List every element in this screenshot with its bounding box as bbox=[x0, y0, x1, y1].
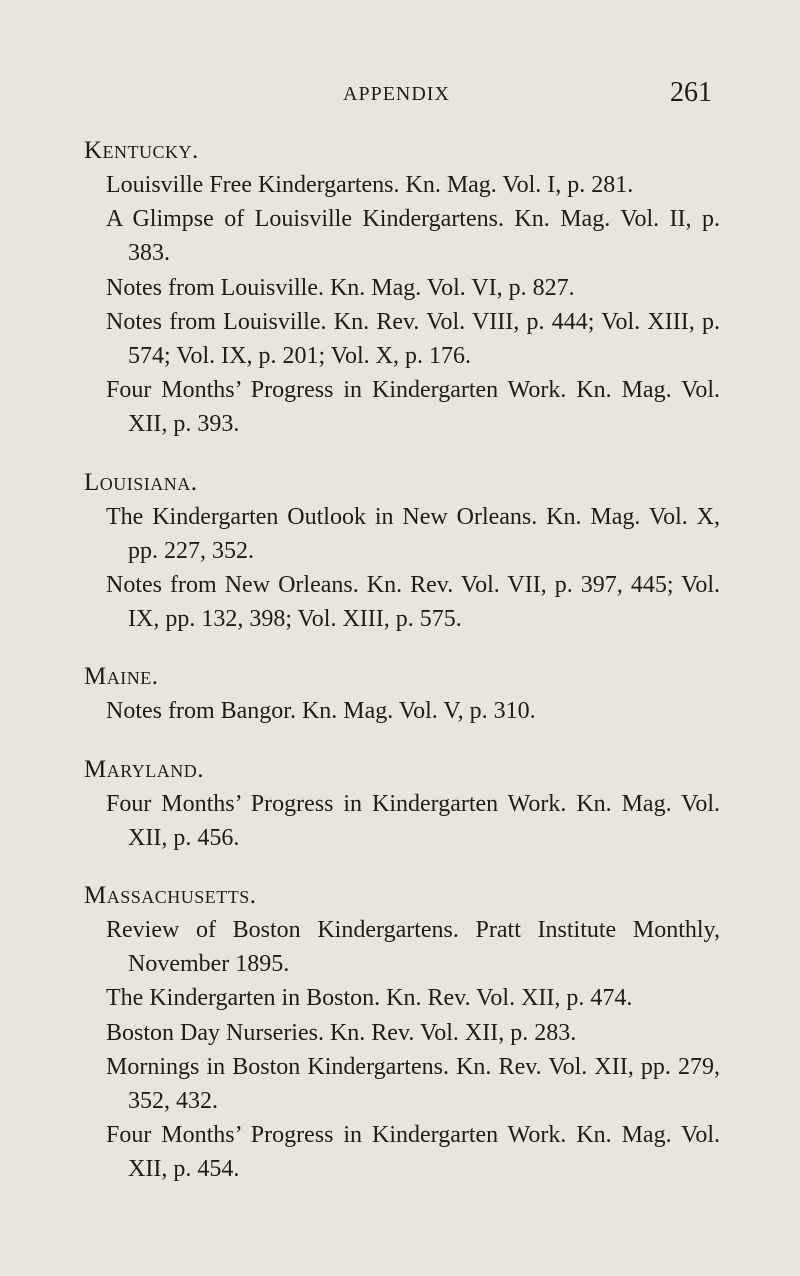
section-heading: Kentucky. bbox=[84, 137, 199, 164]
bibliography-entry: Louisville Free Kindergartens. Kn. Mag. Vol. I, p. 281. bbox=[106, 172, 634, 198]
bibliography-entry: Notes from Louisville. Kn. Rev. Vol. VIII, p. 444; Vol. XIII, p. 574; Vol. IX, p. 201; Vol. X, p. 176. bbox=[106, 308, 720, 370]
section-heading: Massachusetts. bbox=[84, 882, 257, 910]
bibliography-entry: Notes from New Orleans. Kn. Rev. Vol. VII, p. 397, 445; Vol. IX, pp. 132, 398; Vol. XIII, p. 575. bbox=[106, 572, 720, 633]
page-number: 261 bbox=[670, 77, 712, 108]
section-maryland bbox=[84, 753, 720, 855]
running-head bbox=[0, 77, 800, 113]
bibliography-entry: Mornings in Boston Kindergartens. Kn. Rev. Vol. XII, pp. 279, 352, 432. bbox=[106, 1053, 720, 1115]
section-massachusetts bbox=[84, 879, 720, 1187]
bibliography-entry: The Kindergarten in Boston. Kn. Rev. Vol. XII, p. 474. bbox=[106, 985, 633, 1012]
running-title: APPENDIX bbox=[343, 83, 450, 105]
bibliography-entry: Notes from Louisville. Kn. Mag. Vol. VI, p. 827. bbox=[106, 274, 575, 301]
section-heading: Louisiana. bbox=[84, 468, 198, 496]
bibliography-entry: Four Months’ Progress in Kindergarten Work. Kn. Mag. Vol. XII, p. 393. bbox=[106, 377, 720, 438]
bibliography-entry: Notes from Bangor. Kn. Mag. Vol. V, p. 310. bbox=[106, 698, 536, 725]
section-maine bbox=[84, 660, 720, 728]
section-kentucky bbox=[84, 134, 720, 442]
section-heading: Maryland. bbox=[84, 755, 204, 783]
bibliography-content bbox=[84, 134, 720, 1211]
bibliography-entry: Four Months’ Progress in Kindergarten Work. Kn. Mag. Vol. XII, p. 456. bbox=[106, 790, 720, 851]
bibliography-entry: Boston Day Nurseries. Kn. Rev. Vol. XII, p. 283. bbox=[106, 1019, 577, 1046]
section-heading: Maine. bbox=[84, 663, 159, 691]
section-louisiana bbox=[84, 466, 720, 637]
bibliography-entry: A Glimpse of Louisville Kindergartens. Kn. Mag. Vol. II, p. 383. bbox=[106, 206, 720, 267]
bibliography-entry: Four Months’ Progress in Kindergarten Work. Kn. Mag. Vol. XII, p. 454. bbox=[106, 1122, 720, 1183]
bibliography-entry: The Kindergarten Outlook in New Orleans. Kn. Mag. Vol. X, pp. 227, 352. bbox=[106, 503, 720, 564]
bibliography-entry: Review of Boston Kindergartens. Pratt Institute Monthly, November 1895. bbox=[106, 917, 720, 978]
